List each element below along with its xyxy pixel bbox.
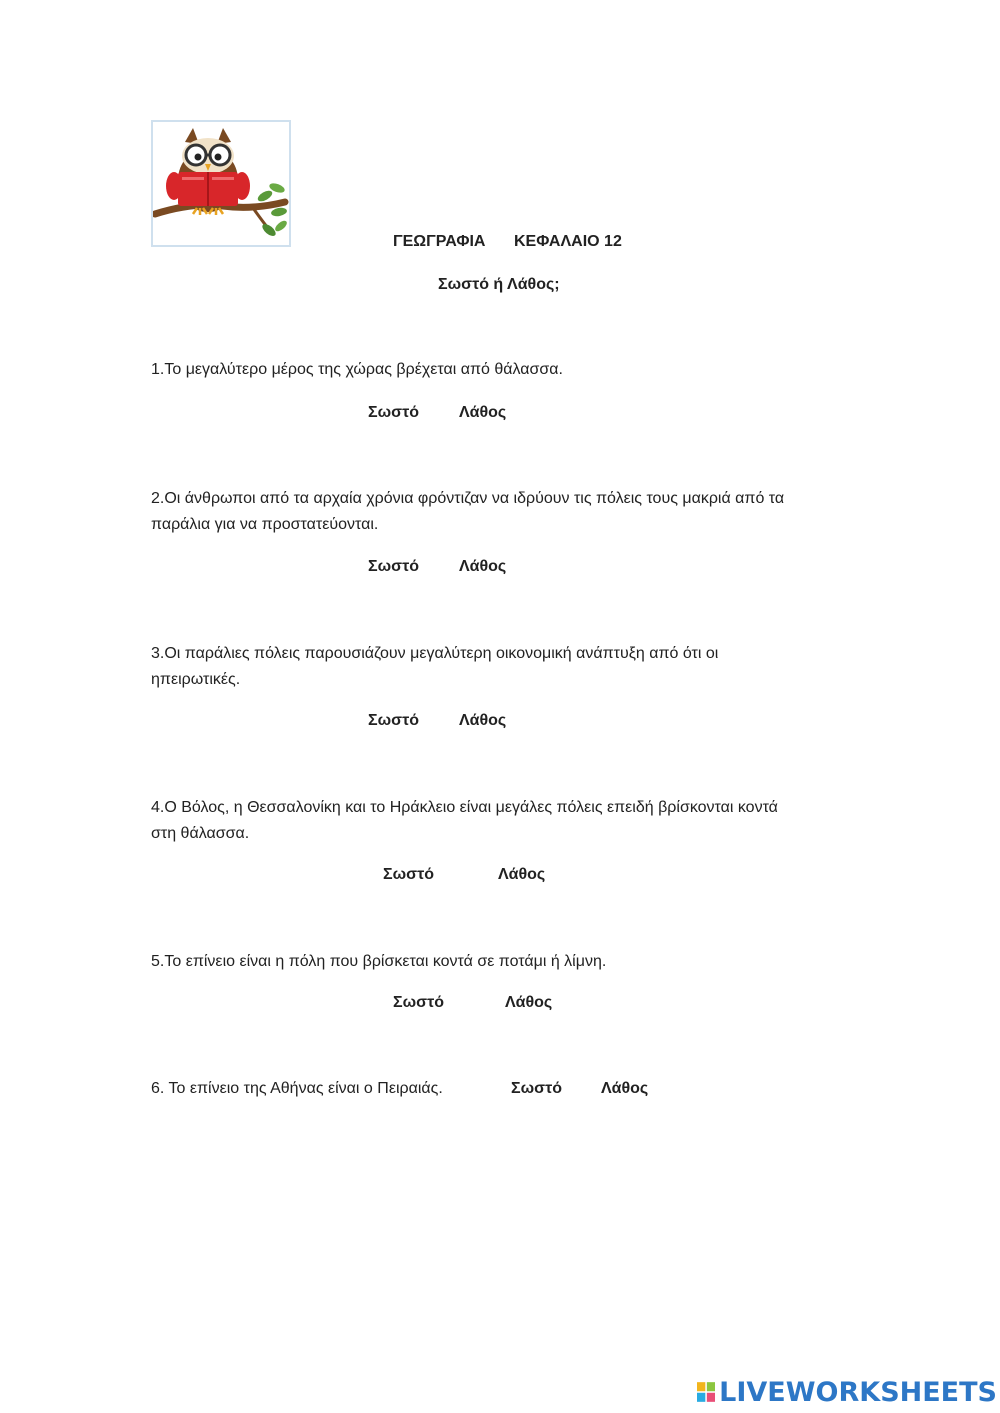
answer-false-5[interactable]: Λάθος: [505, 994, 553, 1011]
question-5: [151, 949, 606, 975]
answer-false-6[interactable]: Λάθος: [601, 1080, 649, 1097]
answer-true-5[interactable]: Σωστό: [393, 994, 444, 1011]
liveworksheets-logo[interactable]: [697, 1375, 997, 1409]
question-text-line1: 3.Οι παράλιες πόλεις παρουσιάζουν μεγαλύτερη οικονομική ανάπτυξη από ότι οι: [151, 645, 719, 662]
owl-icon: [153, 122, 289, 245]
question-text: 1.Το μεγαλύτερο μέρος της χώρας βρέχεται από θάλασσα.: [151, 361, 563, 378]
question-3: [151, 641, 718, 693]
answer-false-2[interactable]: Λάθος: [459, 558, 507, 575]
question-text: 5.Το επίνειο είναι η πόλη που βρίσκεται κοντά σε ποτάμι ή λίμνη.: [151, 953, 607, 970]
liveworksheets-logo-icon: [697, 1379, 715, 1405]
brand-text: LIVEWORKSHEETS: [719, 1376, 997, 1408]
question-6: [151, 1076, 443, 1102]
chapter-title: ΚΕΦΑΛΑΙΟ 12: [514, 233, 622, 250]
answer-false-3[interactable]: Λάθος: [459, 712, 507, 729]
subject-title: ΓΕΩΓΡΑΦΙΑ: [393, 233, 486, 250]
answer-true-2[interactable]: Σωστό: [368, 558, 419, 575]
answer-false-1[interactable]: Λάθος: [459, 404, 507, 421]
answer-true-6[interactable]: Σωστό: [511, 1080, 562, 1097]
subtitle: Σωστό ή Λάθος;: [438, 276, 560, 293]
answer-true-1[interactable]: Σωστό: [368, 404, 419, 421]
question-4: [151, 795, 778, 847]
question-1: [151, 357, 563, 383]
owl-reading-illustration: [151, 120, 291, 247]
answer-true-3[interactable]: Σωστό: [368, 712, 419, 729]
question-text-line1: 4.Ο Βόλος, η Θεσσαλονίκη και το Ηράκλειο είναι μεγάλες πόλεις επειδή βρίσκονται κοντά: [151, 799, 778, 816]
question-text-line1: 2.Οι άνθρωποι από τα αρχαία χρόνια φρόντιζαν να ιδρύουν τις πόλεις τους μακριά από τα: [151, 490, 785, 507]
question-2: [151, 486, 784, 538]
question-text-line2: ηπειρωτικές.: [151, 671, 241, 688]
answer-true-4[interactable]: Σωστό: [383, 866, 434, 883]
answer-false-4[interactable]: Λάθος: [498, 866, 546, 883]
question-text-line2: παράλια για να προστατεύονται.: [151, 516, 379, 533]
question-text-line2: στη θάλασσα.: [151, 825, 250, 842]
question-text: 6. Το επίνειο της Αθήνας είναι ο Πειραιάς.: [151, 1080, 443, 1097]
